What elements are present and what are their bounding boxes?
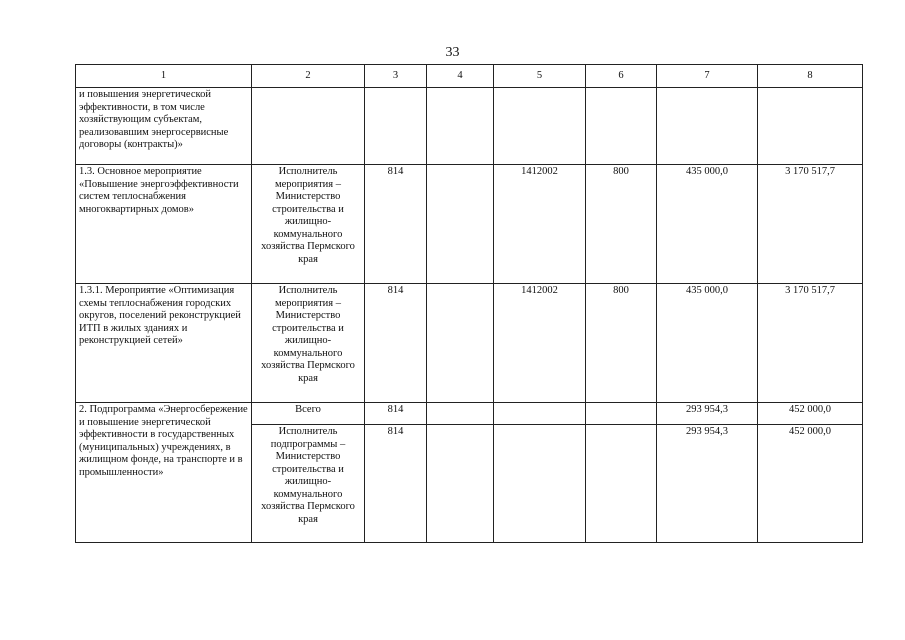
table-cell: 3 170 517,7 [758,165,863,284]
table-cell: 293 954,3 [657,403,758,425]
table-cell: 814 [365,284,427,403]
table-cell [427,284,494,403]
table-header-row [76,65,863,88]
table-row [76,165,863,284]
table-cell: Исполнитель мероприятия – Министерство строительства и жилищно-коммунального хозяйства Пермского края [252,284,365,403]
column-header: 7 [657,65,758,88]
table-cell: 1412002 [494,284,586,403]
column-header: 3 [365,65,427,88]
table-cell: 800 [586,165,657,284]
table-cell [494,403,586,425]
table-cell: 452 000,0 [758,425,863,543]
table-cell [427,165,494,284]
table-row [76,88,863,165]
table-cell: Всего [252,403,365,425]
table-cell [427,425,494,543]
table-cell: 1.3.1. Мероприятие «Оптимизация схемы теплоснабжения городских округов, поселений реконструкцией ИТП в жилых зданиях и реконструкцией сетей» [76,284,252,403]
table-cell: 1412002 [494,165,586,284]
table-cell [494,425,586,543]
table-cell: 435 000,0 [657,165,758,284]
table-row [76,284,863,403]
table-cell: Исполнитель мероприятия – Министерство строительства и жилищно-коммунального хозяйства Пермского края [252,165,365,284]
table-cell [586,403,657,425]
page-number: 33 [445,45,460,60]
table-cell: 1.3. Основное мероприятие «Повышение энергоэффективности систем теплоснабжения многоквартирных домов» [76,165,252,284]
column-header: 6 [586,65,657,88]
table-cell: 293 954,3 [657,425,758,543]
table-cell: 435 000,0 [657,284,758,403]
table-cell [586,88,657,165]
table-cell: Исполнитель подпрограммы – Министерство строительства и жилищно-коммунального хозяйства Пермского края [252,425,365,543]
table-cell: 452 000,0 [758,403,863,425]
table-cell: 814 [365,403,427,425]
table-cell: 814 [365,165,427,284]
column-header: 8 [758,65,863,88]
column-header: 2 [252,65,365,88]
table-row [76,403,863,425]
column-header: 5 [494,65,586,88]
table-cell [365,88,427,165]
column-header: 1 [76,65,252,88]
table-cell [494,88,586,165]
budget-table [75,64,863,543]
table-cell: 2. Подпрограмма «Энергосбережение и повышение энергетической эффективности в государственных (муниципальных) учреждениях, в жилищном фонде, на транспорте и в промышленности» [76,403,252,543]
table-cell [657,88,758,165]
table-cell [758,88,863,165]
table-cell: 814 [365,425,427,543]
column-header: 4 [427,65,494,88]
table-cell: и повышения энергетической эффективности, в том числе хозяйствующим субъектам, реализовавшим энергосервисные договоры (контракты)» [76,88,252,165]
table-cell [586,425,657,543]
table-cell [427,88,494,165]
table-cell: 800 [586,284,657,403]
table-cell [252,88,365,165]
table-cell: 3 170 517,7 [758,284,863,403]
table-cell [427,403,494,425]
